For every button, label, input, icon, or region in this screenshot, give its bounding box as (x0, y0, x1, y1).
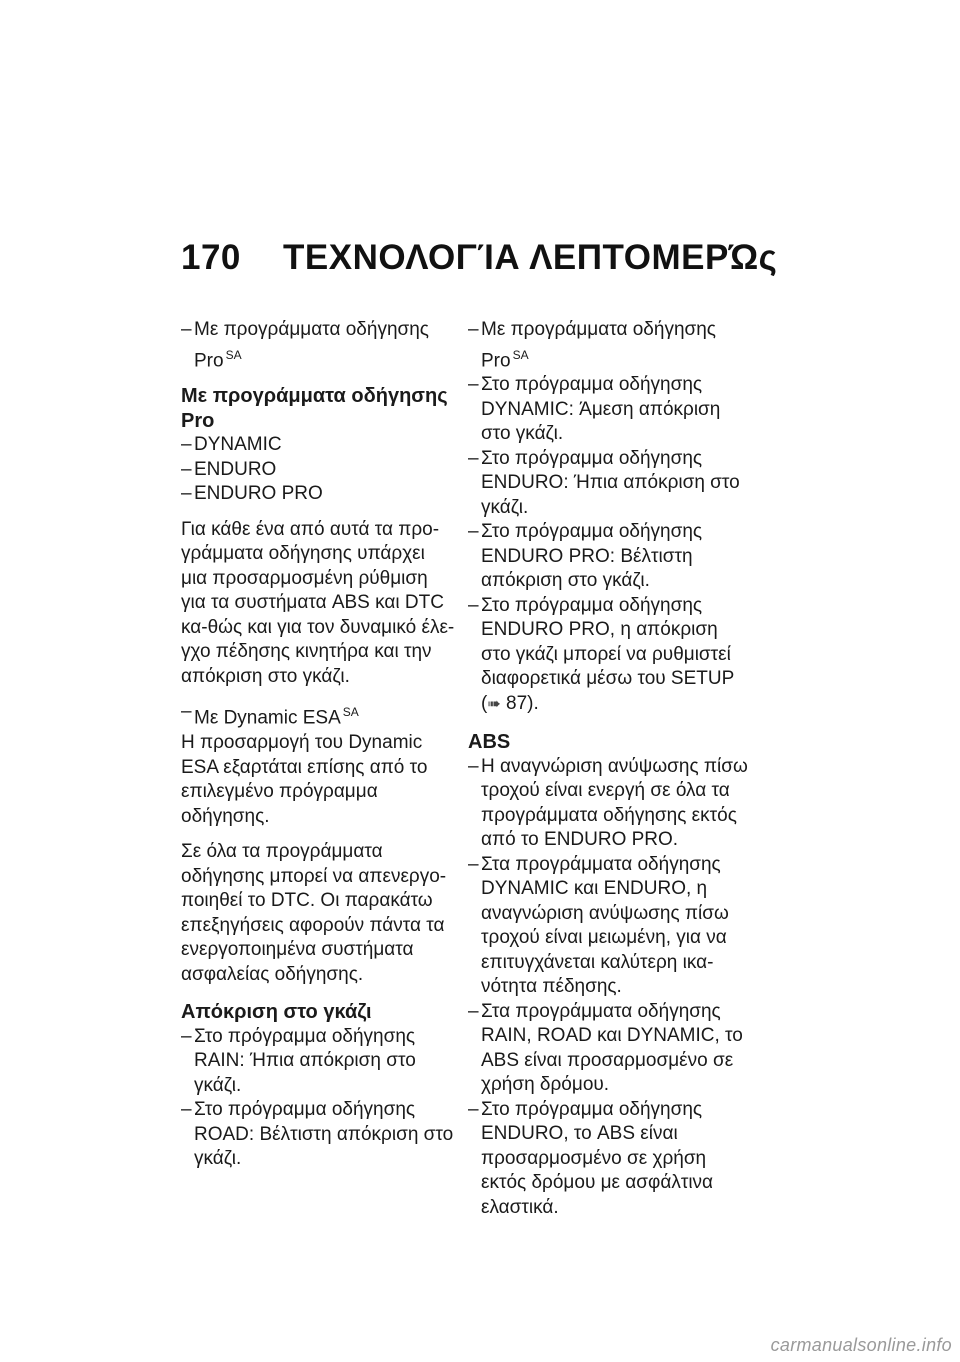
paragraph: Η προσαρμογή του Dynamic ESA εξαρτάται επίσης από το επιλεγμένο πρόγραμμα οδήγησης. (181, 732, 428, 827)
list-item (181, 700, 456, 731)
list-item (181, 433, 456, 458)
left-column (181, 318, 456, 1172)
list-item-text: Στο πρόγραμμα οδήγησης ENDURO PRO, η απόκριση στο γκάζι μπορεί να ρυθμιστεί διαφορετικά μέσω του SETUP (481, 594, 735, 690)
section-heading: Απόκριση στο γκάζι (181, 1001, 372, 1024)
dash-bullet: – (181, 434, 192, 456)
dash-bullet: – (181, 1025, 192, 1047)
list-item (181, 318, 456, 373)
dash-bullet: – (468, 1098, 479, 1120)
pro-label: Pro (194, 349, 224, 371)
optional-pro-label: Με προγράμματα οδήγησης (481, 319, 716, 340)
mode-name: DYNAMIC (194, 434, 282, 456)
list-item (181, 1098, 456, 1172)
list-item (468, 594, 748, 718)
dash-bullet: – (468, 853, 479, 875)
page-number: 170 (181, 238, 241, 277)
sa-superscript: SA (512, 347, 529, 362)
right-column (468, 318, 748, 1220)
mode-name: ENDURO PRO (194, 483, 323, 505)
dash-bullet: – (181, 701, 192, 723)
chapter-title: ΤΕΧΝΟΛΟΓΊΑ ΛΕΠΤΟΜΕΡΏς (283, 238, 778, 277)
pro-label: Pro (481, 349, 511, 371)
list-item (468, 318, 748, 373)
list-item-text: Στο πρόγραμμα οδήγησης ROAD: Βέλτιστη απόκριση στο γκάζι. (194, 1099, 454, 1170)
paragraph: Για κάθε ένα από αυτά τα προ-γράμματα οδήγησης υπάρχει μια προσαρμοσμένη ρύθμιση για τα συστήματα ABS και DTC κα-θώς και για τον δυναμικό έλε-γχο πέδησης κινητήρα και την απόκριση στο γκάζι. (181, 518, 455, 687)
sa-superscript: SA (342, 705, 359, 720)
ref-paren: ( (481, 692, 488, 714)
list-item (468, 520, 748, 594)
list-item-text: Στα προγράμματα οδήγησης RAIN, ROAD και DYNAMIC, το ABS είναι προσαρμοσμένο σε χρήση δρόμου. (481, 1000, 743, 1096)
dash-bullet: – (181, 458, 192, 480)
list-item-text: Στο πρόγραμμα οδήγησης DYNAMIC: Άμεση απόκριση στο γκάζι. (481, 374, 721, 445)
list-item (181, 458, 456, 483)
list-item-text: Στα προγράμματα οδήγησης DYNAMIC και ENDURO, η αναγνώριση ανύψωσης πίσω τροχού είναι μειωμένη, για να επιτυγχάνεται καλύτερη ικα-νότητα πέδησης. (481, 853, 729, 998)
ref-paren: ). (527, 692, 539, 714)
page-ref-number[interactable]: 87 (506, 692, 528, 714)
dash-bullet: – (181, 483, 192, 505)
list-item-text: Στο πρόγραμμα οδήγησης RAIN: Ήπια απόκριση στο γκάζι. (194, 1025, 416, 1096)
list-item (468, 1000, 748, 1098)
dash-bullet: – (468, 521, 479, 543)
section-heading: Με προγράμματα οδήγησης Pro (181, 385, 448, 432)
dash-bullet: – (468, 447, 479, 469)
site-watermark: carmanualsonline.info (770, 1335, 952, 1355)
list-item-text: Στο πρόγραμμα οδήγησης ENDURO PRO: Βέλτιστη απόκριση στο γκάζι. (481, 521, 703, 592)
dash-bullet: – (468, 755, 479, 777)
list-item-text: Η αναγνώριση ανύψωσης πίσω τροχού είναι ενεργή σε όλα τα προγράμματα οδήγησης εκτός από το ENDURO PRO. (481, 755, 748, 851)
list-item-text: Στο πρόγραμμα οδήγησης ENDURO: Ήπια απόκριση στο γκάζι. (481, 447, 740, 518)
list-item (468, 447, 748, 521)
page-header (181, 238, 777, 278)
page-ref-arrow-icon[interactable]: ➠ (487, 695, 501, 713)
list-item-text: Στο πρόγραμμα οδήγησης ENDURO, το ABS είναι προσαρμοσμένο σε χρήση εκτός δρόμου με ασφάλτινα ελαστικά. (481, 1098, 714, 1218)
list-item (468, 853, 748, 1000)
section-heading: ABS (468, 731, 511, 754)
dash-bullet: – (468, 594, 479, 616)
mode-name: ENDURO (194, 458, 277, 480)
optional-esa-label: Με Dynamic ESA (194, 707, 341, 729)
list-item (181, 482, 456, 507)
paragraph: Σε όλα τα προγράμματα οδήγησης μπορεί να απενεργο-ποιηθεί το DTC. Οι παρακάτω επεξηγήσεις αφορούν πάντα τα ενεργοποιημένα συστήματα ασφαλείας οδήγησης. (181, 841, 447, 985)
list-item (468, 755, 748, 853)
dash-bullet: – (468, 1000, 479, 1022)
dash-bullet: – (468, 374, 479, 396)
dash-bullet: – (468, 319, 479, 340)
dash-bullet: – (181, 319, 192, 340)
dash-bullet: – (181, 1099, 192, 1121)
list-item (468, 1098, 748, 1221)
list-item (181, 1025, 456, 1099)
optional-pro-label: Με προγράμματα οδήγησης (194, 319, 429, 340)
list-item (468, 373, 748, 447)
sa-superscript: SA (225, 347, 242, 362)
